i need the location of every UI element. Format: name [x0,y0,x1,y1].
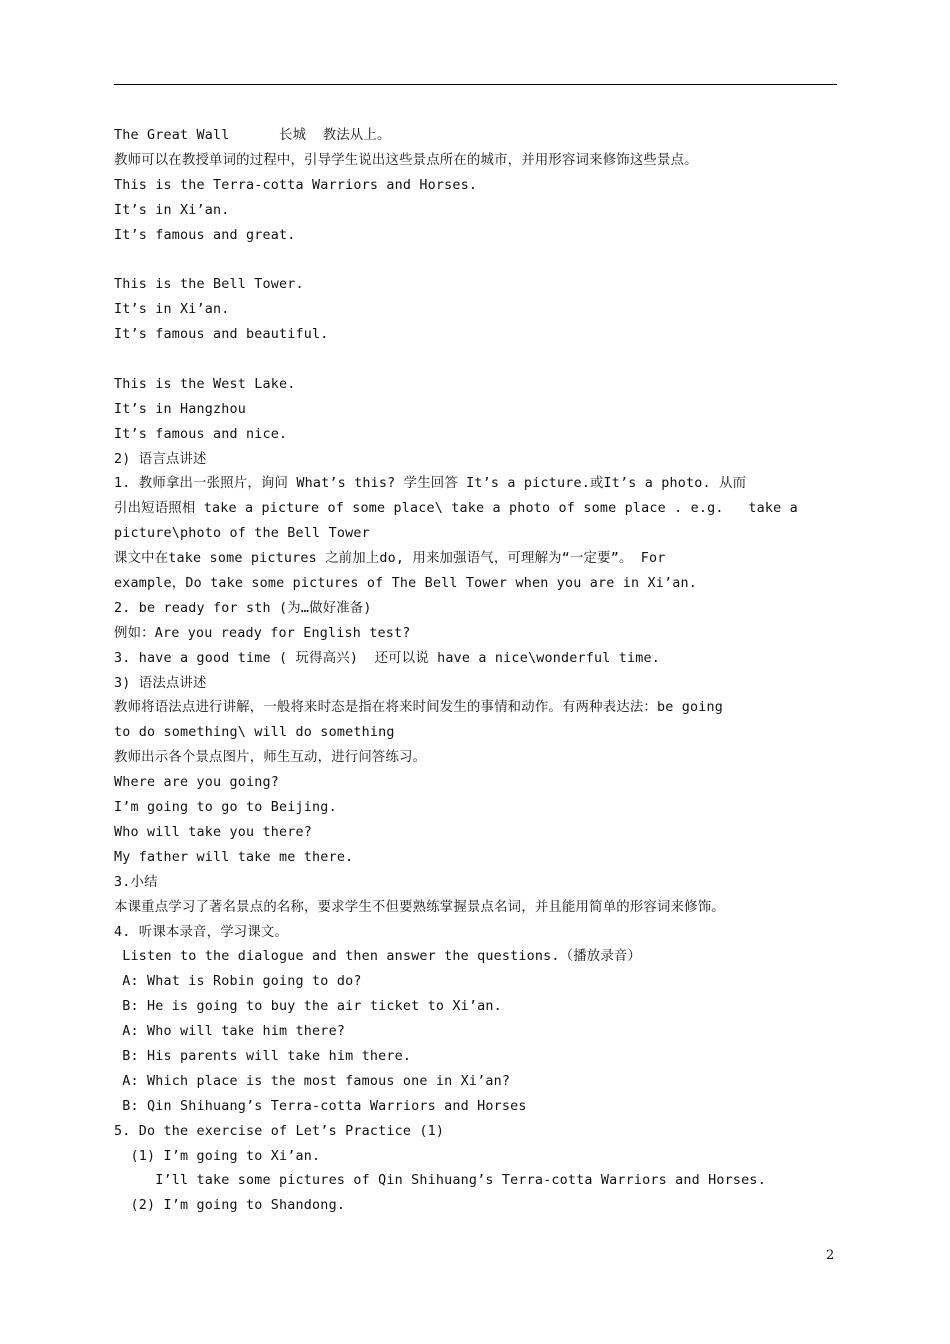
text-line: A: Who will take him there? [114,1024,346,1040]
text-line: 2. be ready for sth (为…做好准备) [114,600,372,616]
text-line: This is the Bell Tower. [114,277,304,293]
text-line: I’ll take some pictures of Qin Shihuang’s Terra-cotta Warriors and Horses. [114,1173,766,1189]
text-line: Where are you going? [114,775,280,791]
header-rule [114,84,837,85]
text-line: It’s famous and nice. [114,426,288,442]
text-line: 引出短语照相 take a picture of some place\ take a photo of some place . e.g. take a [114,501,798,517]
text-line: (1) I’m going to Xi’an. [114,1148,321,1164]
text-line: example，Do take some pictures of The Bell Tower when you are in Xi’an. [114,576,697,592]
text-line: 5. Do the exercise of Let’s Practice (1) [114,1123,445,1139]
document-body [114,124,850,1219]
text-line: B: Qin Shihuang’s Terra-cotta Warriors and Horses [114,1098,527,1114]
text-line: 本课重点学习了著名景点的名称，要求学生不但要熟练掌握景点名词，并且能用简单的形容词来修饰。 [114,899,725,915]
page-number: 2 [826,1248,835,1263]
text-line: A: Which place is the most famous one in Xi’an? [114,1073,511,1089]
text-line: 3.小结 [114,874,158,890]
text-line: 例如：Are you ready for English test? [114,625,411,641]
text-line: It’s famous and great. [114,227,296,243]
text-line: It’s in Xi’an. [114,302,230,318]
text-line: I’m going to go to Beijing. [114,800,337,816]
text-line: A: What is Robin going to do? [114,974,362,990]
text-line: The Great Wall 长城 教法从上。 [114,128,391,143]
text-line: It’s in Xi’an. [114,202,230,218]
text-line: My father will take me there. [114,849,354,865]
text-line: This is the West Lake. [114,376,296,392]
text-line: 2) 语言点讲述 [114,451,207,467]
text-line: 3) 语法点讲述 [114,675,207,691]
text-line: 课文中在take some pictures 之前加上do, 用来加强语气，可理解为“一定要”。 For [114,551,666,567]
blank-line [114,248,850,273]
text-line: 1. 教师拿出一张照片，询问 What’s this? 学生回答 It’s a picture.或It’s a photo. 从而 [114,476,747,492]
text-line: B: His parents will take him there. [114,1048,412,1064]
text-line: 教师出示各个景点图片，师生互动，进行问答练习。 [114,750,427,766]
text-line: 3. have a good time ( 玩得高兴) 还可以说 have a nice\wonderful time. [114,650,660,666]
text-line: to do something\ will do something [114,725,395,741]
text-line: (2) I’m going to Shandong. [114,1198,346,1214]
text-line: Listen to the dialogue and then answer the questions.（播放录音） [114,949,642,965]
text-line: It’s in Hangzhou [114,401,247,417]
text-line: picture\photo of the Bell Tower [114,526,370,542]
blank-line [114,348,850,373]
text-line: 教师可以在教授单词的过程中，引导学生说出这些景点所在的城市，并用形容词来修饰这些景点。 [114,152,698,168]
text-line: This is the Terra-cotta Warriors and Horses. [114,177,478,193]
text-line: 教师将语法点进行讲解，一般将来时态是指在将来时间发生的事情和动作。有两种表达法：be going [114,700,724,716]
text-line: B: He is going to buy the air ticket to Xi’an. [114,999,502,1015]
text-line: 4. 听课本录音，学习课文。 [114,924,289,940]
text-line: It’s famous and beautiful. [114,327,329,343]
text-line: Who will take you there? [114,824,313,840]
